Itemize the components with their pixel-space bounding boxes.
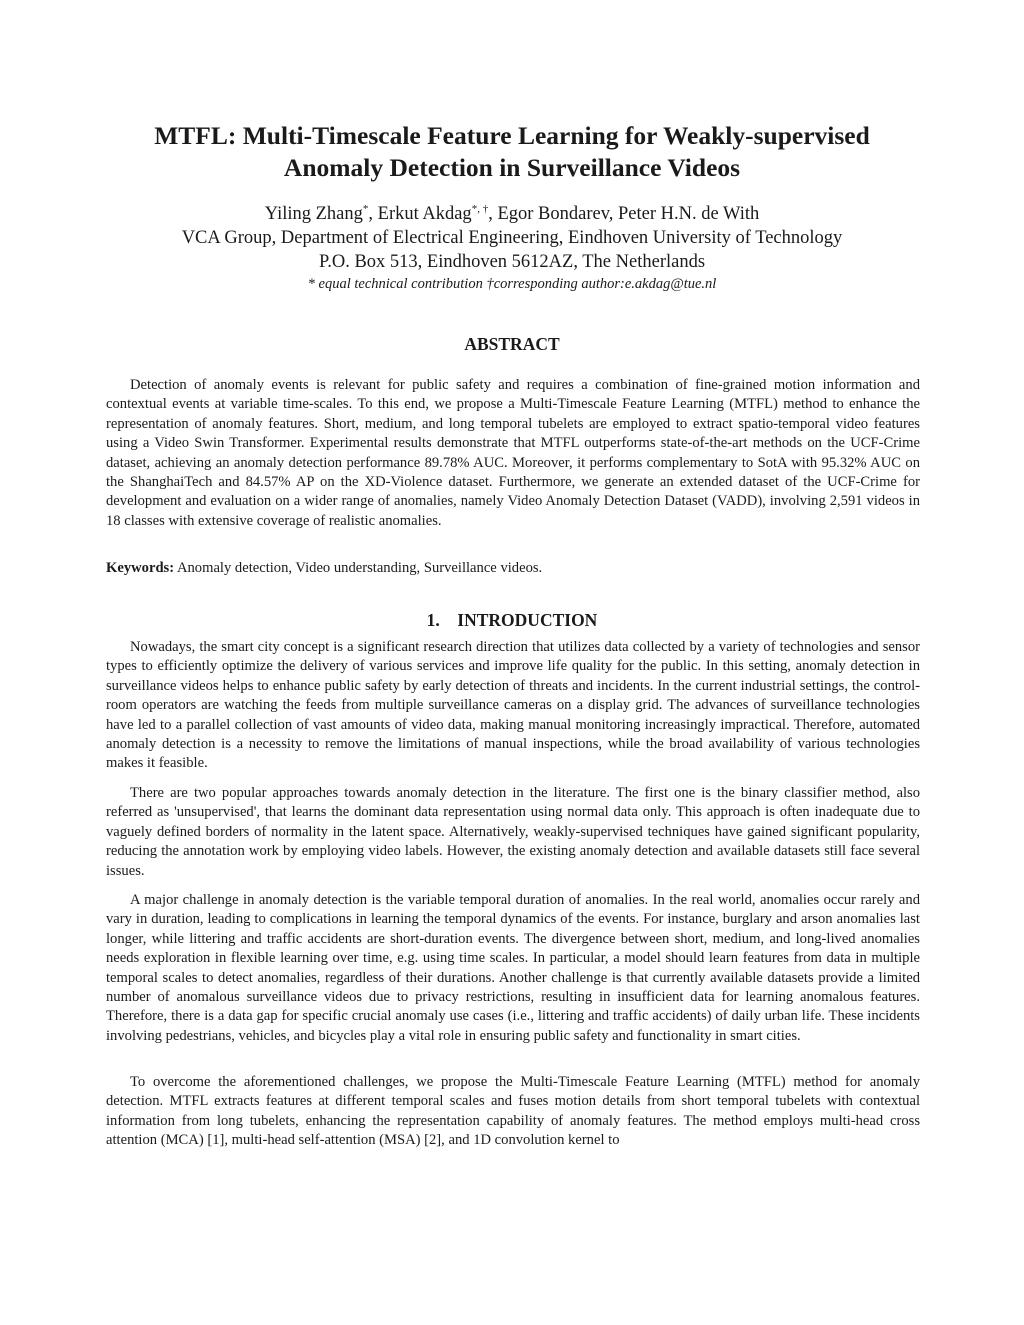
author-note: * equal technical contribution †corresponding author:e.akdag@tue.nl <box>307 276 717 292</box>
intro-paragraph: To overcome the aforementioned challenges, we propose the Multi-Timescale Feature Learning (MTFL) method for anomaly detection. MTFL extracts features at different temporal scales and fuses motion details from short temporal tubelets with contextual information from long tubelets, enhancing the representation capability of anomaly features. The method employs multi-head cross attention (MCA) [1], multi-head self-attention (MSA) [2], and 1D convolution kernel to <box>106 1074 920 1149</box>
author-list: Yiling Zhang*, Erkut Akdag*, †, Egor Bondarev, Peter H.N. de With <box>264 202 760 224</box>
keywords <box>106 559 920 578</box>
author-names-rest: Egor Bondarev, Peter H.N. de With <box>497 204 760 224</box>
author-name: Erkut Akdag <box>377 204 472 224</box>
intro-paragraph: Nowadays, the smart city concept is a significant research direction that utilizes data collected by a variety of technologies and sensor types to efficiently optimize the delivery of various services and improve life quality for the public. In this setting, anomaly detection in surveillance videos helps to enhance public safety by early detection of threats and incidents. In the current industrial settings, the control-room operators are watching the feeds from multiple surveillance cameras on a display grid. The advances of surveillance technologies have led to a parallel collection of vast amounts of video data, making manual monitoring increasingly impractical. Therefore, automated anomaly detection is a necessity to remove the limitations of manual inspections, while the broad availability of various technologies makes it feasible. <box>106 639 920 772</box>
author-mark: * <box>362 202 369 215</box>
title-line-1: MTFL: Multi-Timescale Feature Learning for Weakly-supervised <box>154 121 870 150</box>
author-mark: *, † <box>471 202 489 215</box>
abstract-heading: ABSTRACT <box>464 334 560 354</box>
intro-paragraph: A major challenge in anomaly detection is the variable temporal duration of anomalies. In the real world, anomalies occur rarely and vary in duration, leading to complications in learning the temporal dynamics of the events. For instance, burglary and arson anomalies last longer, while littering and traffic accidents are short-duration events. The divergence between short, medium, and long-lived anomalies needs exploration in flexible learning over time, e.g. using time scales. In particular, a model should learn features from data in multiple temporal scales to detect anomalies, regardless of their durations. Another challenge is that currently available datasets provide a limited number of anomalous surveillance videos due to privacy restrictions, resulting in insufficient data for learning anomalous features. Therefore, there is a data gap for specific crucial anomaly use cases (i.e., littering and traffic accidents) of daily urban life. These incidents involving pedestrians, vehicles, and bicycles play a vital role in ensuring public safety and functionality in smart cities. <box>106 892 920 1044</box>
affiliation: VCA Group, Department of Electrical Engineering, Eindhoven University of Technology <box>181 228 843 248</box>
keywords-label: Keywords: <box>106 560 175 576</box>
abstract-text: Detection of anomaly events is relevant for public safety and requires a combination of fine-grained motion information and contextual events at variable time-scales. To this end, we propose a Multi-Timescale Feature Learning (MTFL) method to enhance the representation of anomaly features. Short, medium, and long temporal tubelets are employed to extract spatio-temporal video features using a Video Swin Transformer. Experimental results demonstrate that MTFL outperforms state-of-the-art methods on the UCF-Crime dataset, achieving an anomaly detection performance 89.78% AUC. Moreover, it performs complementary to SotA with 95.32% AUC on the ShanghaiTech and 84.57% AP on the XD-Violence dataset. Furthermore, we generate an extended dataset of the UCF-Crime for development and evaluation on a wider range of anomalies, namely Video Anomaly Detection Dataset (VADD), involving 2,591 videos in 18 classes with extensive coverage of realistic anomalies. <box>106 377 920 529</box>
section-heading-introduction: 1. INTRODUCTION <box>426 610 598 630</box>
author-name: Yiling Zhang <box>264 204 363 224</box>
keywords-text: Anomaly detection, Video understanding, Surveillance videos. <box>176 560 543 576</box>
intro-paragraph: There are two popular approaches towards anomaly detection in the literature. The first one is the binary classifier method, also referred as 'unsupervised', that learns the dominant data representation using normal data only. This approach is often inadequate due to vaguely defined borders of normality in the latent space. Alternatively, weakly-supervised techniques have gained significant popularity, reducing the annotation work by employing video labels. However, the existing anomaly detection and available datasets still face several issues. <box>106 785 920 879</box>
author-block <box>60 202 964 294</box>
paper-title <box>60 120 964 184</box>
title-line-2: Anomaly Detection in Surveillance Videos <box>283 153 741 182</box>
address: P.O. Box 513, Eindhoven 5612AZ, The Netherlands <box>318 252 706 272</box>
